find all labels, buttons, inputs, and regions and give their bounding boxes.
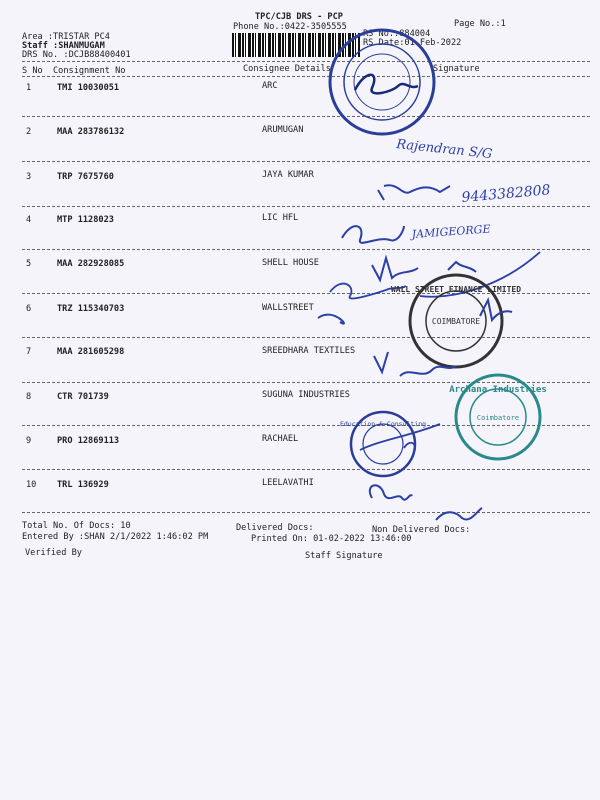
- entered-by: Entered By :SHAN 2/1/2022 1:46:02 PM: [22, 532, 209, 542]
- row-sno: 5: [26, 259, 32, 269]
- delivered-docs: Delivered Docs:: [236, 523, 314, 533]
- printed-on: Printed On: 01-02-2022 13:46:00: [251, 534, 412, 544]
- col-consignee: Consignee Details: [243, 64, 331, 74]
- row-consignment: PRO 12869113: [57, 436, 120, 446]
- row-consignee: SUGUNA INDUSTRIES: [262, 390, 350, 400]
- row-consignment: TRL 136929: [57, 480, 109, 490]
- row-consignment: TMI 10030051: [57, 83, 120, 93]
- handwriting-row-4: JAMIGEORGE: [411, 222, 491, 241]
- row-consignment: MAA 283786132: [57, 127, 125, 137]
- row-sno: 9: [26, 436, 32, 446]
- row-consignee: LIC HFL: [262, 213, 299, 223]
- row-sno: 2: [26, 127, 32, 137]
- row-sno: 1: [26, 83, 32, 93]
- rs-date: RS Date:01-Feb-2022: [363, 38, 462, 48]
- col-sno: S No: [22, 66, 43, 76]
- row-consignment: TRZ 115340703: [57, 304, 125, 314]
- col-consignment: Consignment No: [53, 66, 126, 76]
- row-consignment: CTR 701739: [57, 392, 109, 402]
- row-sno: 4: [26, 215, 32, 225]
- staff-signature-label: Staff Signature: [305, 551, 383, 561]
- handwriting-row-2: Rajendran S/G: [395, 137, 494, 163]
- row-sno: 8: [26, 392, 32, 402]
- page-number: Page No.:1: [454, 19, 506, 29]
- verified-by: Verified By: [25, 548, 82, 558]
- row-consignee: ARC: [262, 81, 278, 91]
- stamp-archana-sub: Coimbatore: [476, 414, 520, 422]
- row-sno: 6: [26, 304, 32, 314]
- stamp-wallstreet-text: WALL STREET FINANCE LIMITED: [390, 285, 522, 294]
- row-consignee: LEELAVATHI: [262, 478, 314, 488]
- round-stamp-wallstreet: [391, 275, 521, 367]
- stamp-education-text: Education & Consulting: [339, 420, 427, 428]
- row-consignment: MAA 282928085: [57, 259, 125, 269]
- row-consignee: JAYA KUMAR: [262, 170, 314, 180]
- signature-row-3: [378, 185, 450, 200]
- round-stamp-archana: [449, 375, 547, 459]
- row-consignment: MAA 281605298: [57, 347, 125, 357]
- row-consignee: SHELL HOUSE: [262, 258, 319, 268]
- signature-row-4: [342, 226, 404, 243]
- doc-title: TPC/CJB DRS - PCP: [255, 12, 343, 22]
- stamp-archana-text: Archana Industries: [449, 385, 547, 395]
- row-consignee: WALLSTREET: [262, 303, 314, 313]
- row-consignee: RACHAEL: [262, 434, 299, 444]
- row-consignment: MTP 1128023: [57, 215, 114, 225]
- row-sno: 7: [26, 347, 32, 357]
- total-docs: Total No. Of Docs: 10: [22, 521, 131, 531]
- drs-number: DRS No. :DCJB88400401: [22, 50, 131, 60]
- signature-row-9: [360, 424, 440, 452]
- area-label: Area :TRISTAR PC4: [22, 32, 110, 42]
- phone-number: Phone No.:0422-3505555: [233, 22, 347, 32]
- non-delivered-docs: Non Delivered Docs:: [372, 525, 471, 535]
- row-sno: 10: [26, 480, 37, 490]
- round-stamp-top: [330, 30, 434, 134]
- signature-row-10: [370, 485, 482, 520]
- phone-handwriting-row-3: 9443382808: [460, 182, 552, 206]
- col-signature: Signature: [433, 64, 480, 74]
- stamp-wallstreet-city: COIMBATORE: [431, 317, 481, 326]
- row-consignee: ARUMUGAN: [262, 125, 304, 135]
- row-sno: 3: [26, 172, 32, 182]
- row-consignee: SREEDHARA TEXTILES: [262, 346, 356, 356]
- rs-number: RS No.:884004: [363, 29, 431, 39]
- row-consignment: TRP 7675760: [57, 172, 114, 182]
- staff-label: Staff :SHANMUGAM: [22, 41, 105, 51]
